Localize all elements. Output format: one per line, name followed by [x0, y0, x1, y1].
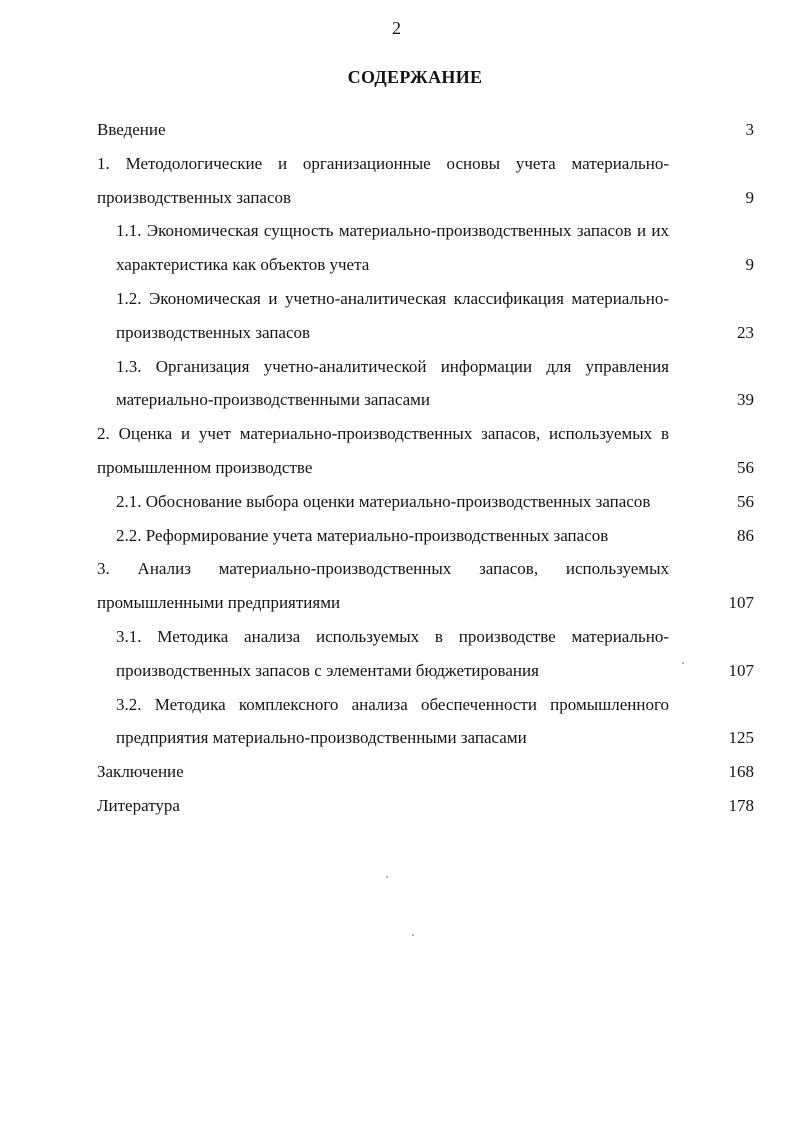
toc-entry-section-1-1[interactable] [0, 214, 793, 282]
toc-entry-page: 9 [745, 255, 754, 275]
toc-entry-text: 3.2. Методика комплексного анализа обеспеченности промышленного предприятия материально-производственными запасами [116, 694, 669, 748]
toc-entry-section-3-1[interactable] [0, 620, 793, 688]
toc-entry-page: 86 [737, 525, 754, 545]
toc-entry-text: 2. Оценка и учет материально-производственных запасов, используемых в промышленном производстве [97, 424, 669, 477]
toc-entry-section-3-2[interactable] [0, 688, 793, 756]
toc-entry-text: 3. Анализ материально-производственных запасов, используемых промышленными предприятиями [97, 559, 669, 613]
toc-entry-section-2-1[interactable] [0, 485, 793, 519]
toc-entry-text: 1.1. Экономическая сущность материально-производственных запасов и их характеристика как объектов учета [116, 221, 669, 275]
toc-entry-page: 56 [737, 491, 754, 511]
table-of-contents [0, 113, 793, 823]
toc-entry-page: 107 [728, 660, 754, 680]
toc-entry-page: 107 [728, 593, 754, 613]
toc-entry-page: 168 [728, 762, 754, 782]
toc-entry-text: 1.2. Экономическая и учетно-аналитическая классификация материально-производственных запасов [116, 288, 669, 342]
toc-entry-page: 39 [737, 390, 754, 410]
scan-speck [386, 876, 388, 878]
scan-speck [682, 662, 684, 664]
toc-entry-text: 1. Методологические и организационные основы учета материально-производственных запасов [97, 153, 669, 207]
toc-entry-page: 23 [737, 322, 754, 342]
toc-entry-text: 2.1. Обоснование выбора оценки материально-производственных запасов [116, 491, 651, 511]
toc-entry-conclusion[interactable] [0, 755, 793, 789]
scan-speck [412, 934, 414, 936]
toc-entry-section-1-3[interactable] [0, 350, 793, 418]
toc-entry-text: Заключение [97, 762, 184, 782]
toc-entry-page: 56 [737, 457, 754, 477]
toc-entry-bibliography[interactable] [0, 789, 793, 823]
toc-entry-chapter-2[interactable] [0, 417, 793, 485]
toc-entry-text: 1.3. Организация учетно-аналитической информации для управления материально-производственными запасами [116, 356, 669, 410]
toc-entry-introduction[interactable] [0, 113, 793, 147]
page-title: СОДЕРЖАНИЕ [347, 67, 483, 87]
toc-entry-text: Введение [97, 120, 166, 139]
toc-entry-chapter-1[interactable] [0, 147, 793, 215]
page-number: 2 [392, 18, 401, 38]
toc-entry-text: 2.2. Реформирование учета материально-производственных запасов [116, 525, 609, 545]
toc-entry-section-1-2[interactable] [0, 282, 793, 350]
toc-entry-page: 9 [745, 187, 754, 207]
toc-entry-page: 3 [745, 120, 754, 139]
toc-entry-section-2-2[interactable] [0, 519, 793, 553]
toc-entry-text: Литература [97, 795, 180, 815]
toc-entry-page: 178 [728, 795, 754, 815]
toc-entry-page: 125 [728, 728, 754, 748]
toc-entry-text: 3.1. Методика анализа используемых в производстве материально-производственных запасов с элементами бюджетирования [116, 626, 669, 680]
toc-entry-chapter-3[interactable] [0, 552, 793, 620]
